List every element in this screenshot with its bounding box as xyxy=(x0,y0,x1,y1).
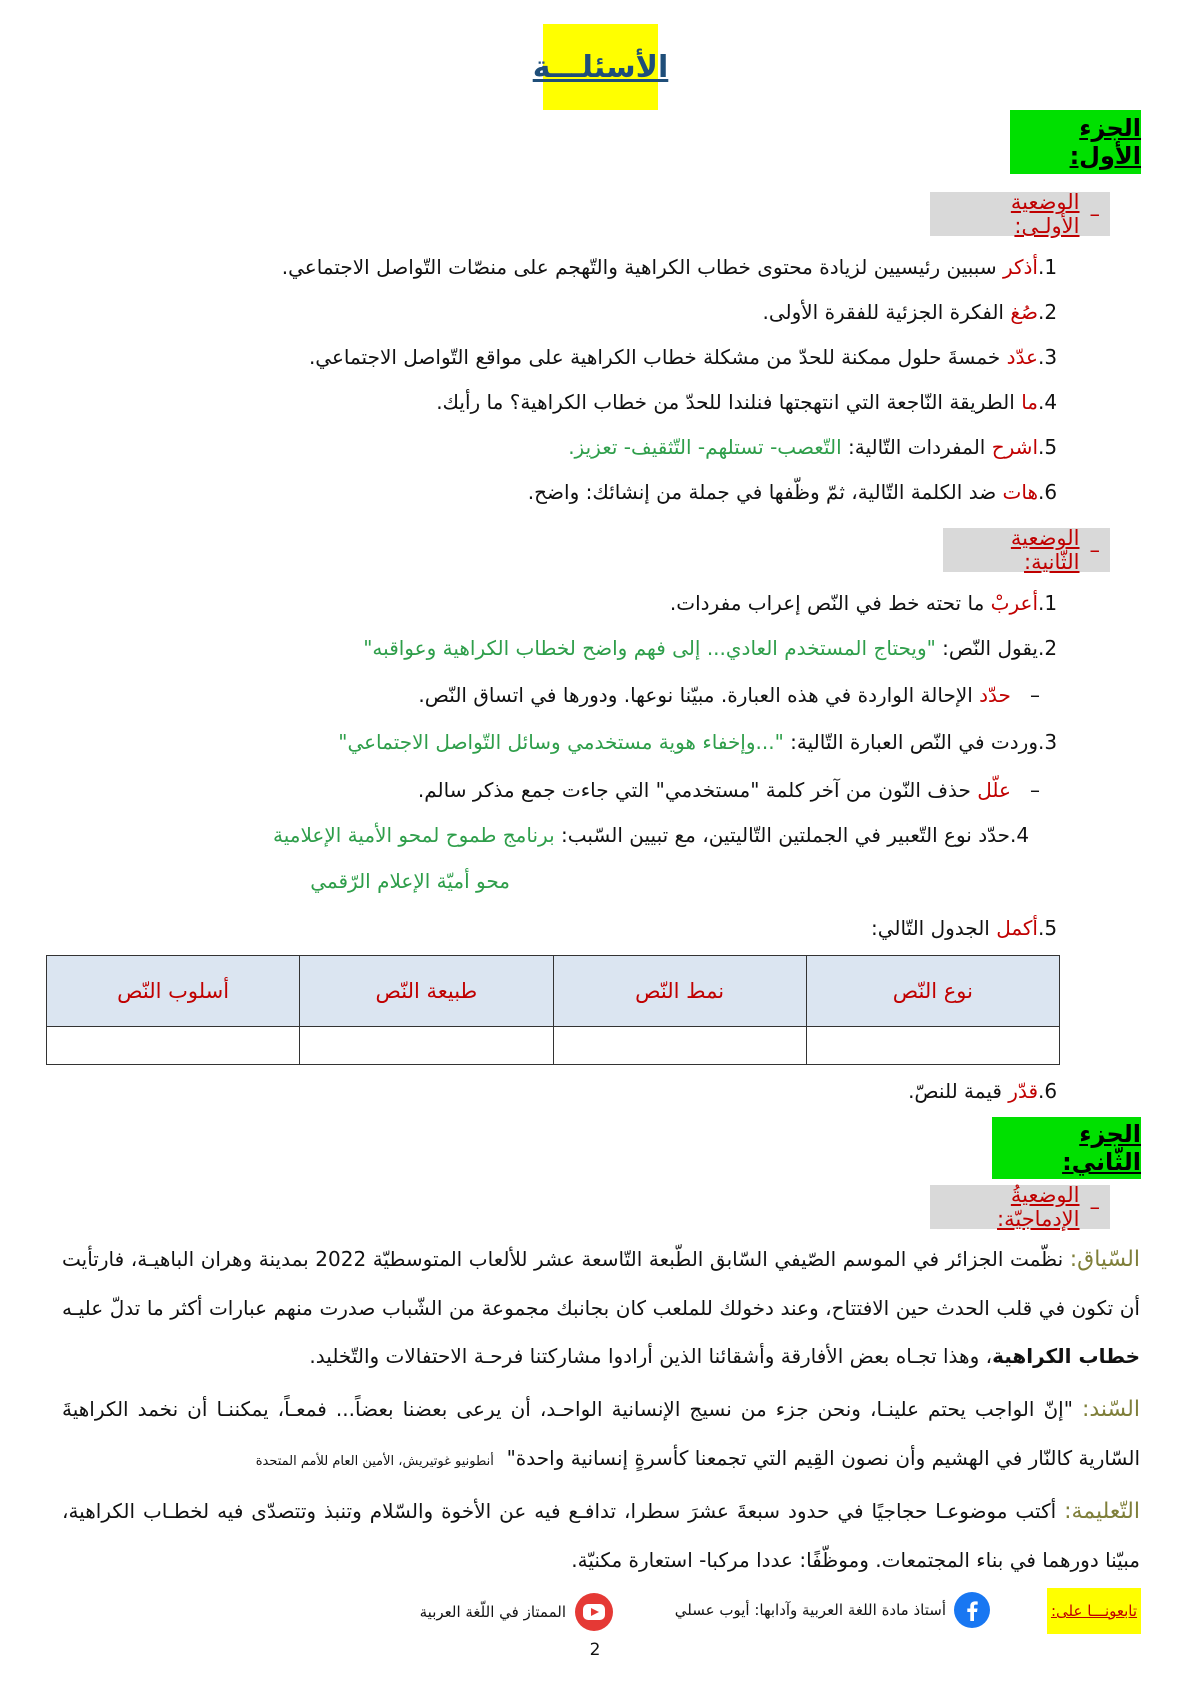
facebook-icon xyxy=(954,1592,990,1628)
s1-question-6: 6.هات ضد الكلمة التّالية، ثمّ وظّفها في جملة من إنشائك: واضح. xyxy=(527,480,1058,504)
follow-us-label: تابعونـــا على: xyxy=(1050,1602,1138,1620)
s1-question-5: 5.اشرح المفردات التّالية: التّعصب- تستلهم- التّثقيف- تعزيز. xyxy=(568,435,1058,459)
context-label: السّياق: xyxy=(1069,1247,1140,1272)
s2-question-3: 3.وردت في النّص العبارة التّالية: "...وإخفاء هوية مستخدمي وسائل التّواصل الاجتماعي" xyxy=(338,730,1058,754)
s2-question-3-sub: – علّل حذف النّون من آخر كلمة "مستخدمي" التي جاءت جمع مذكر سالم. xyxy=(417,778,1040,802)
table-cell[interactable] xyxy=(47,1027,300,1065)
support-paragraph: السّند: "إنّ الواجب يحتم علينـا، ونحن جزء من نسيج الإنسانية الواحـد، أن يرعى بعضنا بعضاً... فمعـاً، يمكننـا أن نخمد الكراهيةَ السّارية كالنّار في الهشيم وأن نصون القِيم التي تجمعنا كأسرةٍ إنسانية واحدة" أنطونيو غوتيريش، الأمين العام للأمم المتحدة xyxy=(62,1397,1140,1470)
table-header-cell: نوع النّص xyxy=(806,956,1059,1027)
s1-question-3: 3.عدّد خمسةَ حلول ممكنة للحدّ من مشكلة خطاب الكراهية على مواقع التّواصل الاجتماعي. xyxy=(308,345,1058,369)
table-header-cell: أسلوب النّص xyxy=(47,956,300,1027)
part2-label-box xyxy=(992,1117,1141,1179)
s2-question-5: 5.أكمل الجدول التّالي: xyxy=(870,916,1058,940)
youtube-link[interactable] xyxy=(420,1592,614,1632)
table-cell[interactable] xyxy=(300,1027,553,1065)
instruction-label: التّعليمة: xyxy=(1064,1499,1140,1524)
s1-question-4: 4.ما الطريقة النّاجعة التي انتهجتها فنلندا للحدّ من خطاب الكراهية؟ ما رأيك. xyxy=(436,390,1058,414)
page-title: الأسئلـــة xyxy=(532,49,669,85)
text-analysis-table xyxy=(46,955,1060,1065)
support-author: أنطونيو غوتيريش، الأمين العام للأمم المتحدة xyxy=(255,1454,494,1469)
part2-label: الجزء الثّاني: xyxy=(1062,1120,1141,1176)
dash-marker: – xyxy=(1089,538,1100,562)
table-header-cell: نمط النّص xyxy=(553,956,806,1027)
table-cell[interactable] xyxy=(553,1027,806,1065)
situation1-header xyxy=(930,192,1110,236)
table-header-cell: طبيعة النّص xyxy=(300,956,553,1027)
s2-question-4-phrase2: محو أميّة الإعلام الرّقمي xyxy=(310,869,510,893)
situation2-label: الوضعية الثّانية: xyxy=(1010,526,1080,574)
s2-question-1: 1.أعربْ ما تحته خط في النّص إعراب مفردات. xyxy=(669,591,1058,615)
situation3-header xyxy=(930,1185,1110,1229)
support-label: السّند: xyxy=(1081,1397,1140,1422)
table-cell[interactable] xyxy=(806,1027,1059,1065)
situation1-label: الوضعية الأولـى: xyxy=(1010,190,1080,238)
table-header-row xyxy=(47,956,1060,1027)
s2-question-6: 6.قدّر قيمة للنصّ. xyxy=(908,1079,1058,1103)
integration-situation-label: الوضعيةُ الإدماجيّة: xyxy=(997,1183,1080,1231)
table-row xyxy=(47,1027,1060,1065)
page-number: 2 xyxy=(589,1640,601,1660)
context-paragraph: السّياق: نظّمت الجزائر في الموسم الصّيفي السّابق الطّبعة التّاسعة عشر للألعاب المتوسطيّة 2022 بمدينة وهران الباهيـة، فارتأيت أن تكون في قلب الحدث حين الافتتاح، وعند دخولك للملعب كان بجانبك مجموعة من الشّباب صدرت منهم عبارات أكثر ما تدلّ عليـه خطاب الكراهية، وهذا تجـاه بعض الأفارقة وأشقائنا الذين أرادوا مشاركتنا فرحـة الاحتفالات والتّخليد. xyxy=(62,1247,1140,1368)
s2-question-2-sub: – حدّد الإحالة الواردة في هذه العبارة. مبيّنا نوعها. ودورها في اتساق النّص. xyxy=(418,683,1040,707)
instruction-paragraph: التّعليمة: أكتب موضوعـا حجاجيًا في حدود سبعةَ عشرَ سطرا، تدافـع فيه عن الأخوة والسّلام وتنبذ وتتصدّى فيه لخطـاب الكراهية، مبيّنا دورهما في بناء المجتمعات. وموظّفًا: عددا مركبا- استعارة مكنيّة. xyxy=(62,1499,1140,1572)
youtube-icon xyxy=(574,1592,614,1632)
s2-question-4: 4.حدّد نوع التّعبير في الجملتين التّاليتين، مع تبيين السّبب: برنامج طموح لمحو الأمية الإعلامية xyxy=(272,823,1030,847)
s1-question-1: 1.أذكر سببين رئيسيين لزيادة محتوى خطاب الكراهية والتّهجم على منصّات التّواصل الاجتماعي. xyxy=(281,255,1058,279)
follow-us-box xyxy=(1047,1588,1141,1634)
s1-question-2: 2.صُغ الفكرة الجزئية للفقرة الأولى. xyxy=(762,300,1058,324)
facebook-link[interactable] xyxy=(675,1592,990,1628)
channel-name: الممتاز في اللّغة العربية xyxy=(419,1603,566,1621)
teacher-name: أستاذ مادة اللغة العربية وآدابها: أيوب عسلي xyxy=(674,1601,946,1619)
part1-label: الجزء الأول: xyxy=(1069,114,1141,170)
page-title-box xyxy=(532,24,669,110)
dash-marker: – xyxy=(1089,202,1100,226)
s2-question-2: 2.يقول النّص: "ويحتاج المستخدم العادي... إلى فهم واضح لخطاب الكراهية وعواقبه" xyxy=(363,636,1058,660)
part1-label-box xyxy=(1010,110,1141,174)
situation2-header xyxy=(943,528,1110,572)
dash-marker: – xyxy=(1089,1195,1100,1219)
